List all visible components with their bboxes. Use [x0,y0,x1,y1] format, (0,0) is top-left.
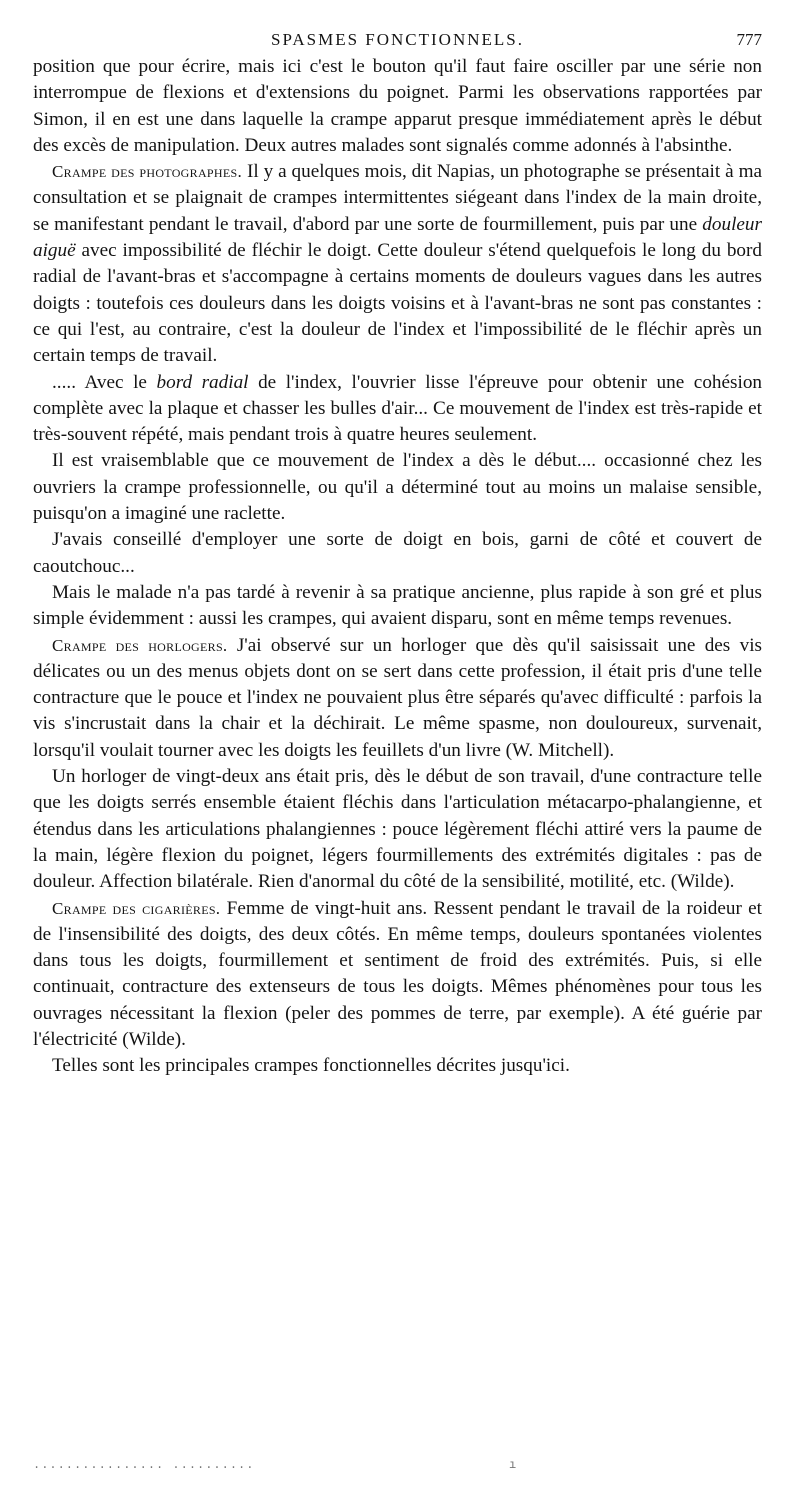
text-run: Il y a quelques mois, dit Napias, un photographe se présentait à ma consultation et se plaignait de crampes intermittentes siégeant dans l'index de la main droite, se manifestant pendant le travail, d'abord par une sorte de fourmillement, puis par une [33,161,763,235]
paragraph [33,370,762,449]
section-heading: Crampe des cigarières. [52,898,221,918]
text-run: ..... Avec le [52,371,147,393]
paragraph: Telles sont les principales crampes fonctionnelles décrites jusqu'ici. [52,1055,570,1077]
dotted-rule: ................ .......... [33,1458,255,1472]
text-run: avec impossibilité de fléchir le doigt. Cette douleur s'étend quelquefois le long du bord radial de l'avant-bras et s'accompagne à certains moments de douleurs vagues dans les autres doigts : toutefois ces douleurs dans les doigts voisins et à l'avant-bras ne sont pas constantes : ce qui l'est, au contraire, c'est la douleur de l'index et l'impossibilité de le fléchir après un certain temps de travail. [33,240,763,367]
section-heading: Crampe des photographes. [52,162,243,182]
stray-mark: ı [509,1458,518,1472]
paragraph-cigarieres [33,896,762,1054]
running-head [33,30,762,54]
paragraph-horlogers [33,633,762,764]
section-heading: Crampe des horlogers. [52,635,228,655]
text-run: de l'index, l'ouvrier lisse l'épreuve pour obtenir une cohésion complète avec la plaque et chasser les bulles d'air... Ce mouvement de l'index est très-rapide et très-souvent répété, mais pendant trois à quatre heures seulement. [33,371,763,446]
paragraph: Un horloger de vingt-deux ans était pris, dès le début de son travail, d'une contracture telle que les doigts serrés ensemble étaient fléchis dans l'articulation métacarpo-phalangienne, et étendus dans les articulations phalangiennes : pouce légèrement fléchi attiré vers la paume de la main, légère flexion du poignet, légers fourmillements des extrémités digitales : pas de douleur. Affection bilatérale. Rien d'anormal du côté de la sensibilité, motilité, etc. (Wilde). [33,766,762,893]
paragraph: Il est vraisemblable que ce mouvement de l'index a dès le début.... occasionné chez les ouvriers la crampe professionnelle, ou qu'il a déterminé tout au moins un malaise sensible, puisqu'on a imaginé une raclette. [33,450,762,525]
body-text [33,54,762,1080]
page-content [33,30,762,1080]
text-run: Femme de vingt-huit ans. Ressent pendant le travail de la roideur et de l'insensibilité des doigts, des deux côtés. En même temps, douleurs spontanées violentes dans tous les doigts, fourmillement et sentiment de froid des extrémités. Puis, si elle continuait, contracture des extenseurs de tous les doigts. Mêmes phénomènes pour tous les ouvrages nécessitant la flexion (peler des pommes de terre, par exemple). A été guérie par l'électricité (Wilde). [33,897,763,1050]
emphasis: bord radial [156,371,249,393]
page-number: 777 [736,30,762,49]
paragraph: Mais le malade n'a pas tardé à revenir à sa pratique ancienne, plus rapide à son gré et plus simple évidemment : aussi les crampes, qui avaient disparu, sont en même temps revenues. [33,581,762,630]
paragraph: position que pour écrire, mais ici c'est le bouton qu'il faut faire osciller par une série non interrompue de flexions et d'extensions du poignet. Parmi les observations rapportées par Simon, il en est une dans laquelle la crampe apparut presque immédiatement après le début des excès de manipulation. Deux autres malades sont signalés comme adonnés à l'absinthe. [33,56,762,156]
paragraph: J'avais conseillé d'employer une sorte de doigt en bois, garni de côté et couvert de caoutchouc... [33,529,762,577]
footer-marks [33,1458,518,1472]
running-title: SPASMES FONCTIONNELS. [271,30,524,49]
paragraph-photographes [33,159,762,369]
emphasis: douleur aiguë [33,213,762,262]
text-run: J'ai observé sur un horloger que dès qu'il saisissait une des vis délicates ou un des menus objets dont on se sert dans cette profession, il était pris d'une telle contracture que le pouce et l'index ne pouvaient plus être séparés qu'avec difficulté : parfois la vis s'incrustait dans la chair et la déchirait. Le même spasme, non douloureux, survenait, lorsqu'il voulait tourner avec les doigts les feuillets d'un livre (W. Mitchell). [33,634,762,761]
